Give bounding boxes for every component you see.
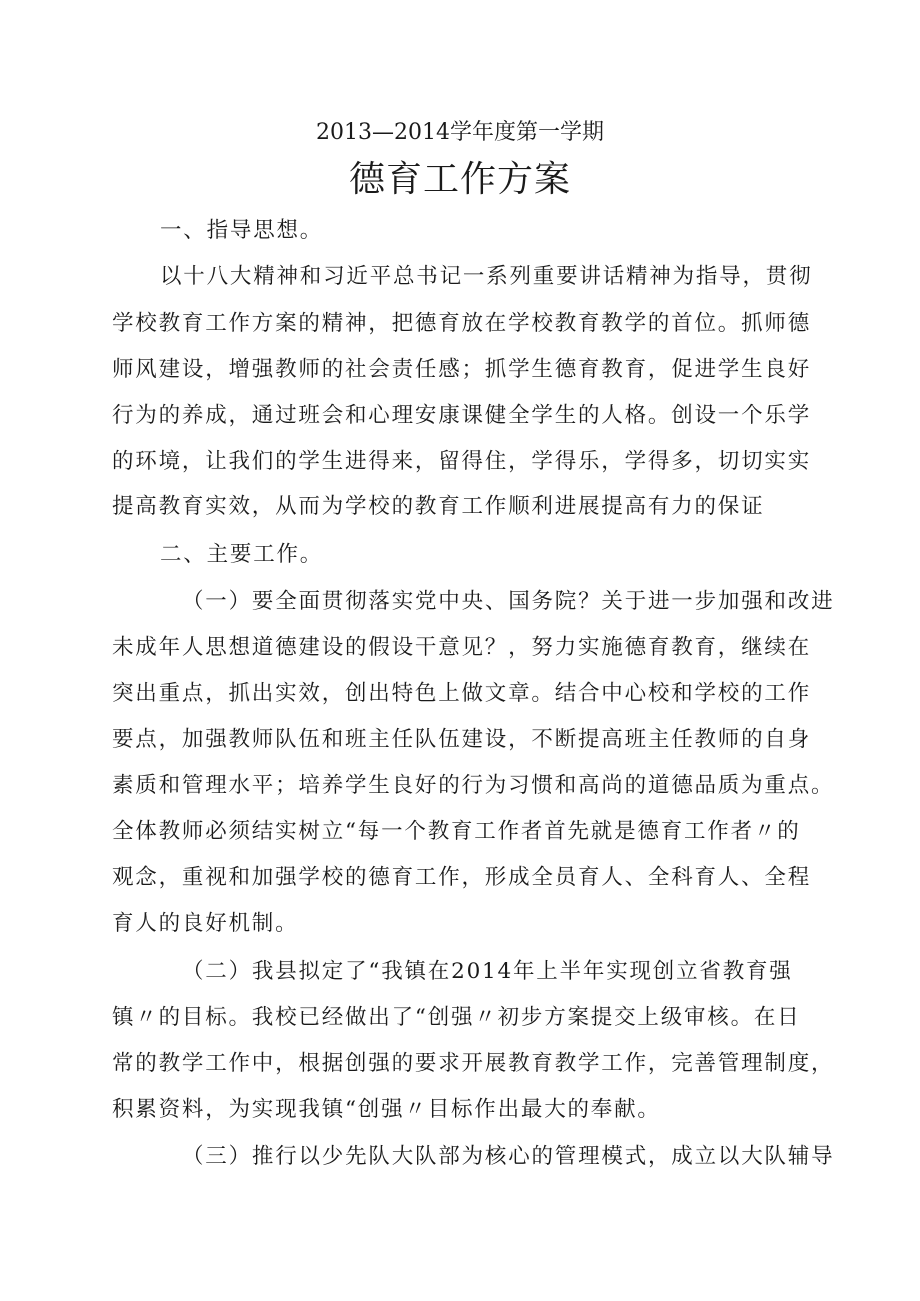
- paragraph-line: （一）要全面贯彻落实党中央、国务院？关于进一步加强和改进: [182, 589, 835, 614]
- paragraph-line: 突出重点，抓出实效，创出特色上做文章。结合中心校和学校的工作: [112, 681, 812, 706]
- section-heading-guiding-thought: 一、指导思想。: [160, 218, 324, 243]
- paragraph-line: 以十八大精神和习近平总书记一系列重要讲话精神为指导，贯彻: [160, 264, 813, 289]
- paragraph-line: 要点，加强教师队伍和班主任队伍建设，不断提高班主任教师的自身: [112, 727, 812, 752]
- paragraph-line: 的环境，让我们的学生进得来，留得住，学得乐，学得多，切切实实: [112, 449, 812, 474]
- paragraph-line: 积累资料，为实现我镇“创强〃目标作出最大的奉献。: [112, 1097, 661, 1122]
- paragraph-line: 全体教师必须结实树立“每一个教育工作者首先就是德育工作者〃的: [112, 819, 801, 844]
- document-title: 德育工作方案: [348, 159, 571, 200]
- paragraph-line: 行为的养成，通过班会和心理安康课健全学生的人格。创设一个乐学: [112, 403, 812, 428]
- section-heading-main-work: 二、主要工作。: [160, 542, 324, 567]
- paragraph-line: 未成年人思想道德建设的假设干意见？，努力实施德育教育，继续在: [112, 635, 812, 660]
- paragraph-line: 观念，重视和加强学校的德育工作，形成全员育人、全科育人、全程: [112, 865, 812, 890]
- paragraph-line: 素质和管理水平；培养学生良好的行为习惯和高尚的道德品质为重点。: [112, 773, 835, 798]
- paragraph-line: 提高教育实效，从而为学校的教育工作顺利进展提高有力的保证: [112, 494, 765, 519]
- paragraph-line: 学校教育工作方案的精神，把德育放在学校教育教学的首位。抓师德: [112, 311, 812, 336]
- paragraph-line: 常的教学工作中，根据创强的要求开展教育教学工作，完善管理制度，: [112, 1051, 835, 1076]
- paragraph-line: 镇〃的目标。我校已经做出了“创强〃初步方案提交上级审核。在日: [112, 1005, 801, 1030]
- paragraph-line: （二）我县拟定了“我镇在2014年上半年实现创立省教育强: [182, 959, 793, 984]
- document-subtitle: 2013—2014学年度第一学期: [316, 120, 604, 145]
- paragraph-line: 师风建设，增强教师的社会责任感；抓学生德育教育，促进学生良好: [112, 357, 812, 382]
- paragraph-line: 育人的良好机制。: [112, 911, 299, 936]
- paragraph-line: （三）推行以少先队大队部为核心的管理模式，成立以大队辅导: [182, 1144, 835, 1169]
